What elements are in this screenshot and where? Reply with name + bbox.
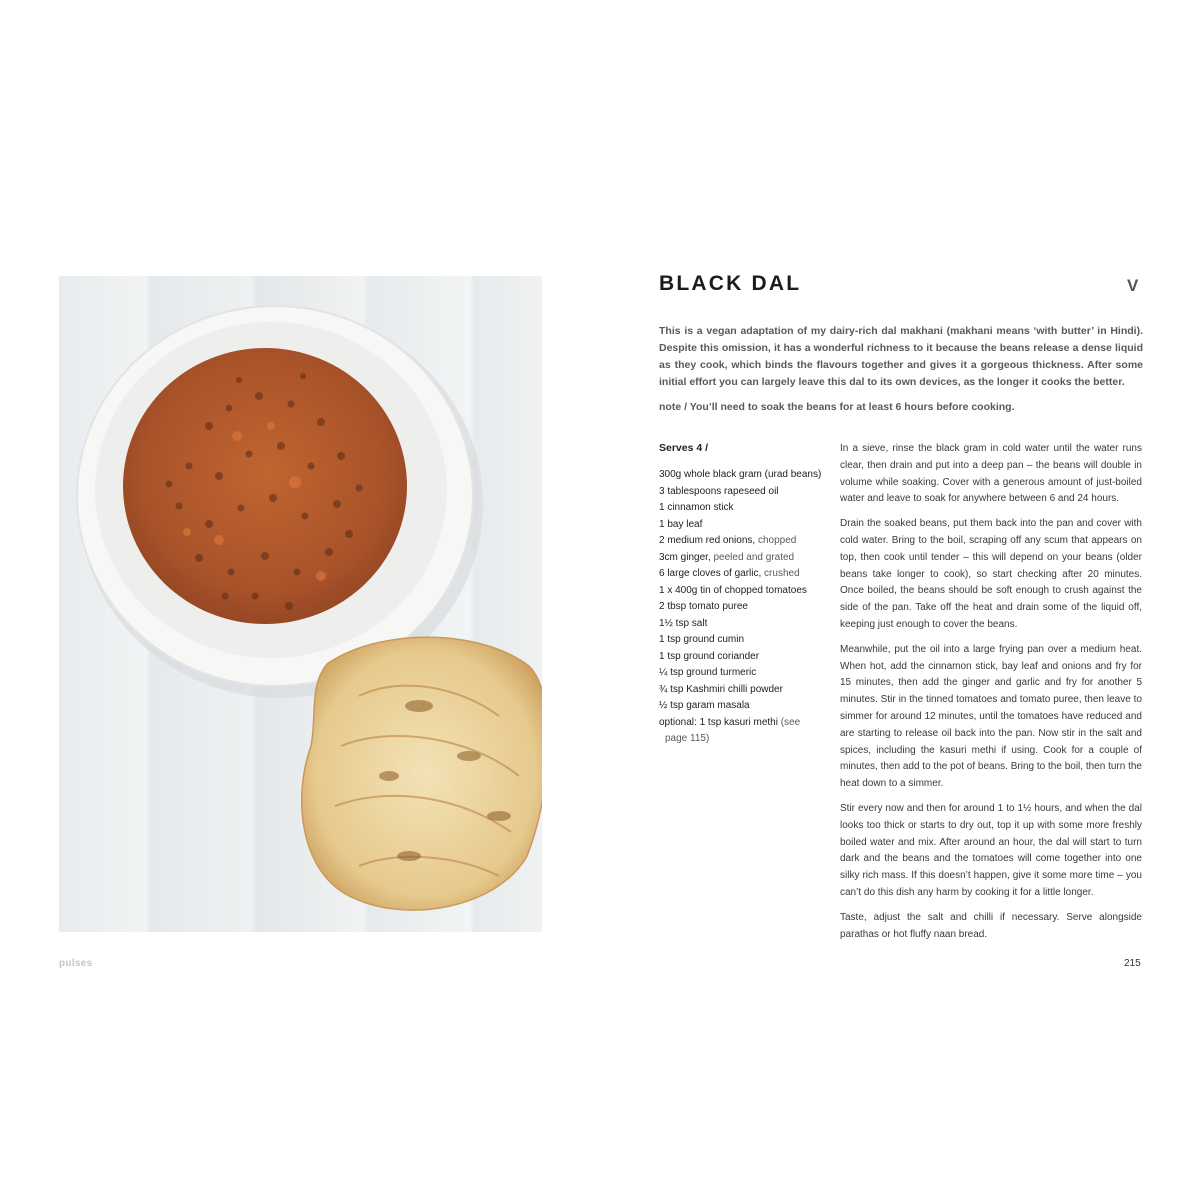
page-number: 215: [1124, 958, 1141, 969]
ingredient-item: 2 tbsp tomato puree: [659, 601, 748, 612]
ingredient-item: ¾ tsp Kashmiri chilli powder: [659, 683, 783, 695]
method-step: Meanwhile, put the oil into a large frying pan over a medium heat. When hot, add the cinnamon stick, bay leaf and onions and fry for 15 minutes, then add the ginger and garlic and fry for another 5 minutes. Stir in the tinned tomatoes and tomato puree, then leave to simmer for around 12 minutes, until the tomatoes have reduced and are starting to release oil back into the pan. Now stir in the salt and spices, including the kasuri methi if using. Cook for a couple of minutes, then add to the pot of beans. Bring to the boil, then turn the heat down to a simmer.: [840, 643, 1142, 790]
ingredient-item: optional: 1 tsp kasuri methi (see page 115): [659, 716, 801, 744]
method-step: In a sieve, rinse the black gram in cold water until the water runs clear, then drain and put into a deep pan – the beans will double in volume while soaking. Cover with a generous amount of just-boiled water and leave to soak for anywhere between 6 and 24 hours.: [840, 443, 1142, 505]
serves-label: Serves 4 /: [659, 442, 709, 454]
dal-and-paratha-illustration: [59, 276, 542, 932]
method-step: Stir every now and then for around 1 to 1½ hours, and when the dal looks too thick or starts to dry out, top it up with some more freshly boiled water and mix. After around an hour, the dal will start to turn dark and the beans and the tomatoes will come together into one silky rich mass. If this doesn’t happen, give it some more time – you can’t do this dish any harm by cooking it for a little longer.: [840, 802, 1142, 898]
recipe-note: note / You’ll need to soak the beans for at least 6 hours before cooking.: [659, 401, 1015, 413]
ingredient-item: 1 tsp ground cumin: [659, 634, 745, 645]
vegan-marker: V: [1127, 276, 1139, 295]
ingredient-item: 1 tsp ground coriander: [659, 650, 760, 662]
ingredient-item: 3cm ginger, peeled and grated: [659, 551, 795, 563]
recipe-intro: This is a vegan adaptation of my dairy-rich dal makhani (makhani means ‘with butter’ in Hindi). Despite this omission, it has a wonderful richness to it because the beans release a dense liquid as they cook, which binds the flavours together and gives it a gorgeous thickness. After some initial effort you can largely leave this dal to its own devices, as the longer it cooks the better.: [659, 325, 1143, 388]
ingredient-item: 1 cinnamon stick: [659, 502, 734, 513]
ingredient-item: 1½ tsp salt: [659, 617, 708, 629]
ingredient-item: 1 x 400g tin of chopped tomatoes: [659, 584, 807, 596]
method-column: [840, 441, 1142, 951]
recipe-title: BLACK DAL: [659, 272, 802, 295]
ingredient-item: 3 tablespoons rapeseed oil: [659, 485, 779, 497]
ingredient-item: 1 bay leaf: [659, 518, 703, 530]
method-step: Drain the soaked beans, put them back into the pan and cover with cold water. Bring to the boil, scraping off any scum that appears on top, then cook until tender – this will depend on your beans (older beans take longer to cook), so start checking after 20 minutes. Once boiled, the beans should be soft enough to crush against the side of the pan. Take off the heat and drain some of the liquid off, keeping just enough to cover the beans.: [840, 518, 1142, 630]
ingredient-item: 2 medium red onions, chopped: [659, 535, 797, 546]
paratha: [302, 637, 542, 910]
section-name: pulses: [59, 958, 93, 969]
ingredient-item: 6 large cloves of garlic, crushed: [659, 568, 800, 579]
dal: [123, 348, 407, 624]
ingredient-item: ¼ tsp ground turmeric: [659, 667, 757, 678]
ingredient-list: [659, 467, 824, 748]
recipe-photo: [59, 276, 542, 932]
ingredient-item: ½ tsp garam masala: [659, 700, 750, 711]
method-step: Taste, adjust the salt and chilli if necessary. Serve alongside parathas or hot fluffy naan bread.: [840, 911, 1142, 940]
ingredient-item: 300g whole black gram (urad beans): [659, 469, 822, 480]
